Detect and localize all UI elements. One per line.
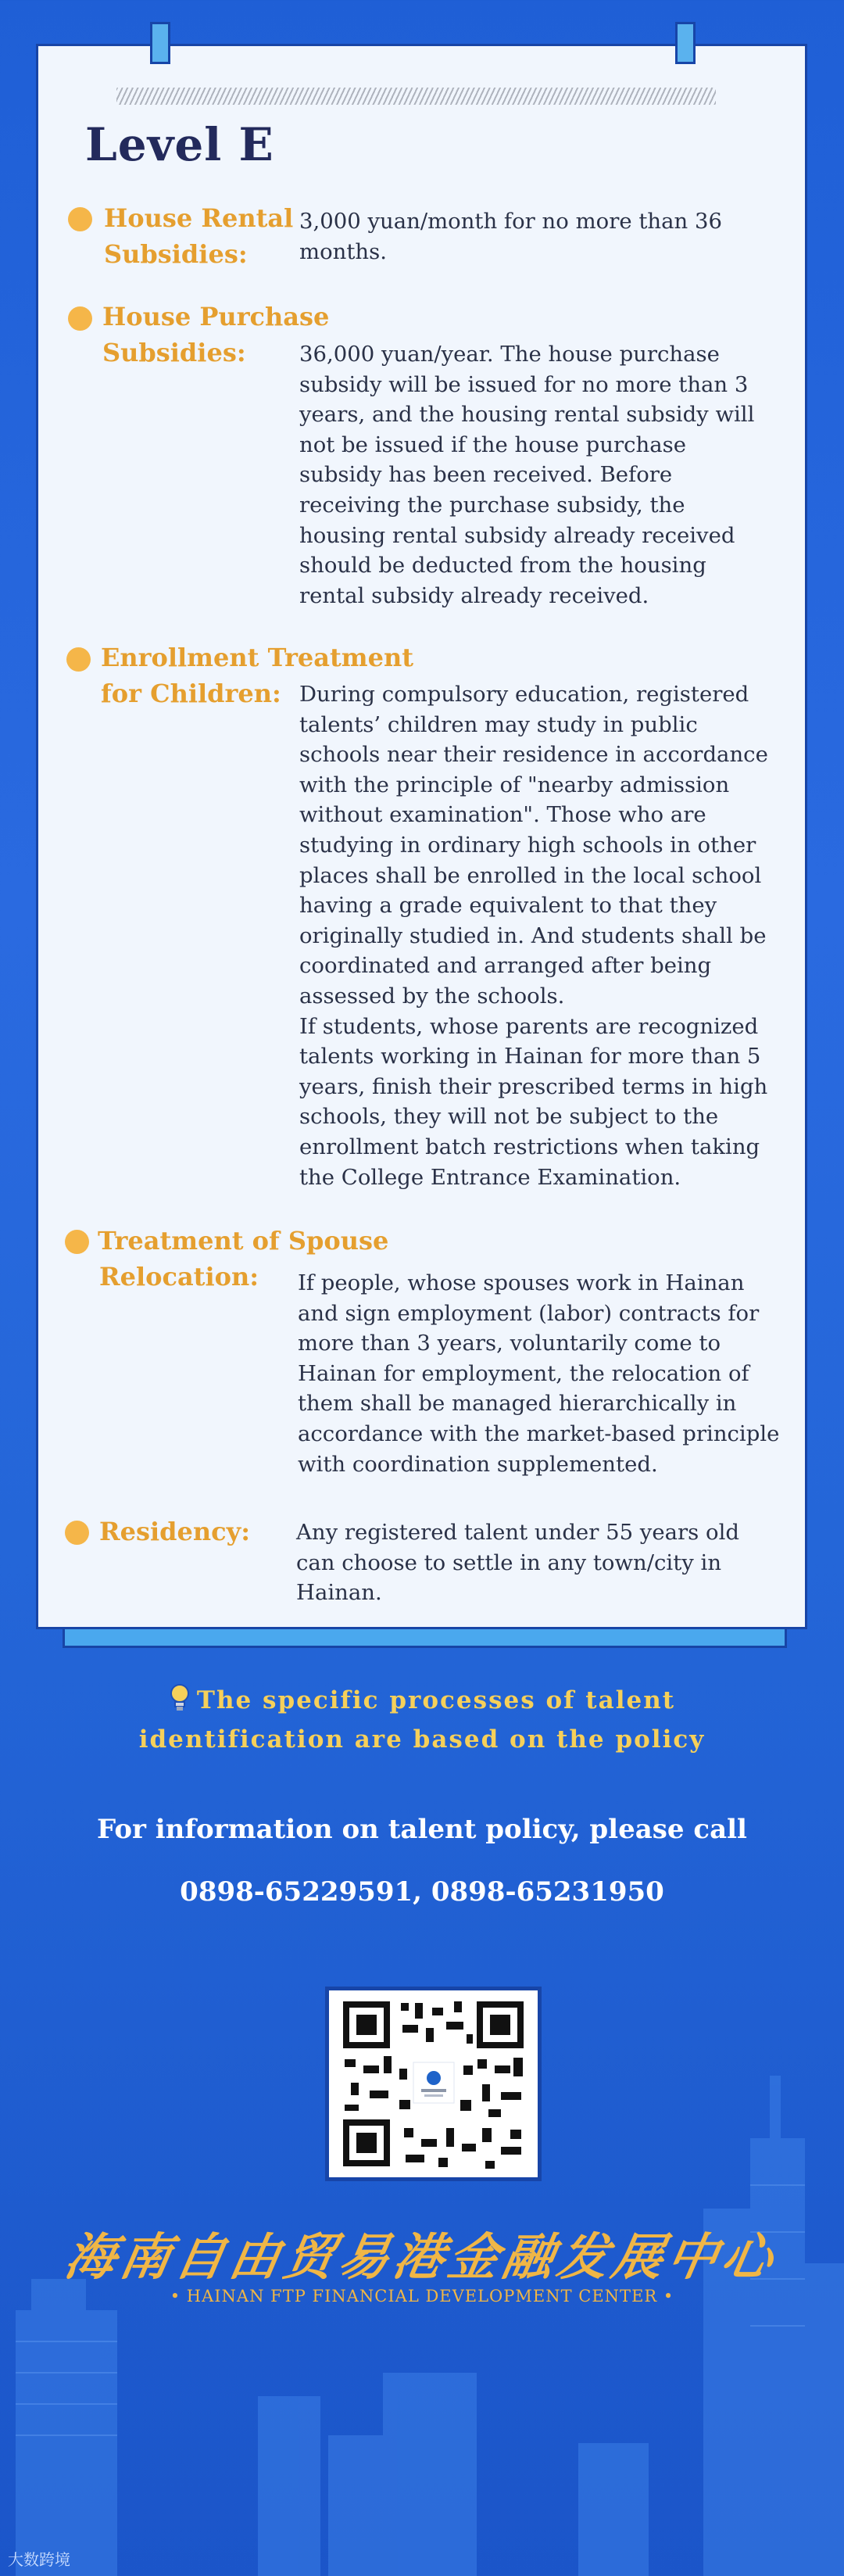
bullet-dot-icon bbox=[65, 1521, 89, 1545]
contact-phone-numbers[interactable]: 0898-65229591, 0898-65231950 bbox=[180, 1876, 664, 1908]
binder-clip-right bbox=[675, 22, 696, 64]
bullet-dot-icon bbox=[66, 647, 91, 672]
section-text-enrollment: During compulsory education, registered talents’ children may study in public schools near their residence in accordance with the principle of "nearby admission without examination". Those who are studying in ordinary high schools in other places shall be enrolled in the local school having a grade equivalent to that they originally studied in. And students shall be coordinated and arranged after being assessed by the schools. If students, whose parents are recognized talents working in Hainan for more than 5 years, finish their prescribed terms in high schools, they will not be subject to the enrollment batch restrictions when taking the College Entrance Examination. bbox=[299, 682, 768, 1190]
bullet-dot-icon bbox=[68, 306, 92, 331]
bullet-dot-icon bbox=[68, 207, 92, 231]
policy-card bbox=[36, 44, 807, 1629]
section-label-house-purchase: House Purchase Subsidies: bbox=[102, 302, 330, 367]
level-title: Level E bbox=[85, 118, 274, 171]
section-text-spouse-relocation: If people, whose spouses work in Hainan and sign employment (labor) contracts for more than 3 years, voluntarily come to Hainan for employment, the relocation of them shall be managed hierarchically in accordance with the market-based principle with coordination supplemented. bbox=[298, 1270, 780, 1477]
section-label-enrollment: Enrollment Treatment for Children: bbox=[101, 643, 414, 708]
section-text-residency: Any registered talent under 55 years old can choose to settle in any town/city in Hainan. bbox=[296, 1520, 739, 1606]
qr-code[interactable] bbox=[325, 1987, 542, 2181]
watermark-text: 大数跨境 bbox=[8, 2550, 70, 2569]
organization-name-chinese: 海南自由贸易港金融发展中心 bbox=[60, 2228, 782, 2287]
binder-clip-left bbox=[150, 22, 170, 64]
section-text-house-purchase: 36,000 yuan/year. The house purchase subsidy will be issued for no more than 3 years, and the housing rental subsidy will not be issued if the house purchase subsidy has been received. Before receiving the purchase subsidy, the housing rental subsidy already received should be deducted from the housing rental subsidy already received. bbox=[299, 342, 755, 608]
contact-call-text: For information on talent policy, please call bbox=[97, 1814, 747, 1845]
section-label-spouse-relocation: Treatment of Spouse Relocation: bbox=[98, 1226, 389, 1292]
section-label-house-rental: House Rental Subsidies: bbox=[104, 203, 294, 269]
section-label-residency: Residency: bbox=[99, 1517, 251, 1546]
organization-name-english: • HAINAN FTP FINANCIAL DEVELOPMENT CENTER • bbox=[170, 2287, 674, 2306]
decorative-hatch-bar bbox=[116, 88, 716, 105]
qr-code-pattern bbox=[329, 1990, 538, 2177]
policy-note: The specific processes of talent identification are based on the policy bbox=[0, 1681, 844, 1759]
lightbulb-icon bbox=[169, 1683, 191, 1713]
bullet-dot-icon bbox=[65, 1230, 89, 1254]
section-text-house-rental: 3,000 yuan/month for no more than 36 months. bbox=[299, 209, 722, 264]
